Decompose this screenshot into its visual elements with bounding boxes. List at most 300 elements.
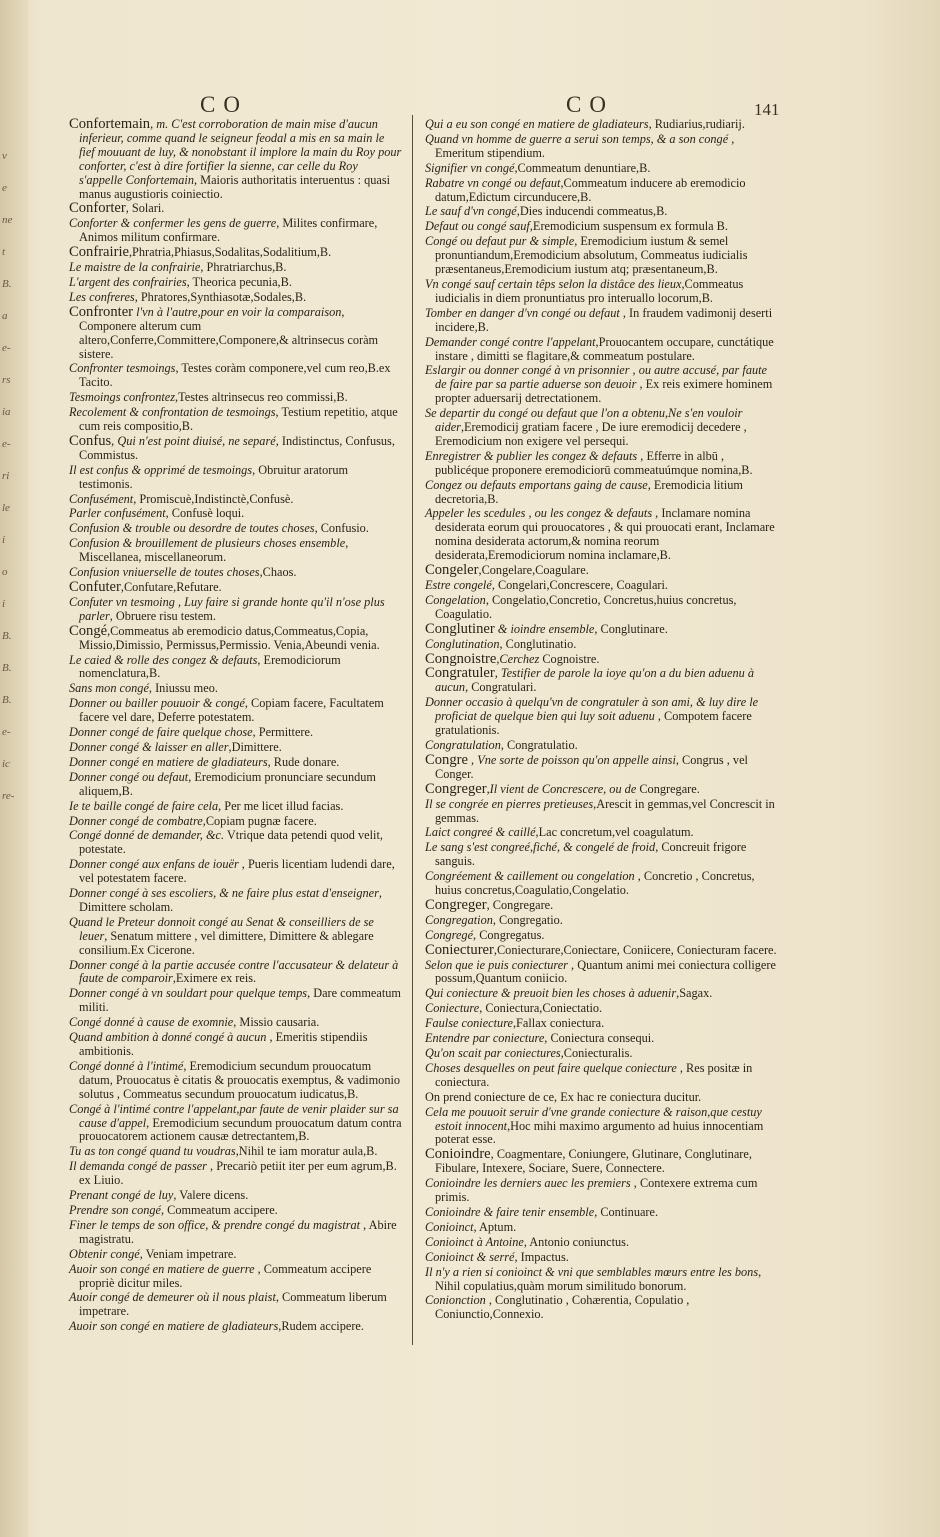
entry-latin: , Congregare. (486, 897, 554, 912)
entry-latin: ,Nihil te iam moratur aula,B. (235, 1144, 378, 1159)
entry-latin: ,Coniecturalis. (560, 1046, 633, 1060)
entry-latin: , Congelari,Concrescere, Coagulari. (491, 578, 669, 592)
entry-latin: , Solari. (125, 201, 165, 216)
entry-latin: , Confusio. (314, 521, 369, 536)
entry-french: Qui coniecture & preuoit bien les choses à aduenir (425, 986, 677, 1001)
dictionary-entry (69, 1320, 403, 1334)
entry-french: Conioindre les derniers auec les premiers (425, 1176, 631, 1191)
entry-latin: , Congratulari. (465, 680, 537, 695)
entry-latin: , Theorica pecunia,B. (186, 274, 292, 289)
entry-latin: , Rude donare. (267, 754, 340, 769)
entry-french: Congé donné à cause de exomnie (69, 1015, 234, 1030)
entry-latin: , Congrus , vel Conger. (435, 752, 748, 781)
bleed-mark: B. (2, 694, 12, 706)
dictionary-entry (425, 407, 777, 449)
entry-latin: ,Confutare,Refutare. (120, 580, 222, 594)
right-column (425, 118, 777, 1323)
dictionary-entry (69, 261, 403, 275)
entry-french: Conionction (425, 1293, 486, 1308)
entry-latin: , Commeatum accipere propriè dicitur miles. (79, 1261, 372, 1290)
entry-french: Confusion vniuerselle de toutes choses (69, 565, 260, 580)
dictionary-entry (69, 756, 403, 770)
entry-latin: , Miscellanea, miscellaneorum. (79, 536, 349, 565)
entry-french: Congé donné de demander, &c. (69, 828, 225, 843)
dictionary-entry (69, 566, 403, 580)
bleed-mark: a (2, 310, 8, 322)
bleed-mark: B. (2, 630, 12, 642)
entry-latin: , Emeritis stipendiis ambitionis. (79, 1030, 368, 1058)
entry-headword: Congreger (425, 896, 487, 913)
dictionary-entry (425, 594, 777, 622)
entry-headword: Confus (69, 432, 112, 449)
entry-french: ,Cerchez (496, 651, 540, 666)
entry-latin: , Efferre in albū , publicéque proponere eremodiciorū commeatuúmque nomina,B. (435, 448, 753, 477)
entry-latin: , Testes coràm componere,vel cum reo,B.ex Tacito. (79, 361, 391, 390)
dictionary-entry (69, 1189, 403, 1203)
dictionary-entry (425, 364, 777, 406)
dictionary-entry (425, 667, 777, 695)
entry-french: Enregistrer & publier les congez & defauts (425, 448, 638, 463)
entry-latin: , Aptum. (473, 1219, 517, 1234)
dictionary-entry (69, 581, 403, 595)
entry-french: Finer le temps de son office, & prendre congé du magistrat (69, 1217, 361, 1232)
dictionary-entry (425, 1017, 777, 1031)
entry-french: Le caied & rolle des congez & defauts (69, 652, 258, 667)
entry-french: Les confreres (69, 289, 135, 304)
dictionary-entry (425, 235, 777, 277)
entry-french: Congregé (425, 927, 474, 942)
dictionary-entry (425, 929, 777, 943)
entry-french: Donner congé ou defaut (69, 769, 189, 784)
dictionary-entry (425, 1032, 777, 1046)
entry-french: Donner congé à vn souldart pour quelque temps (69, 986, 308, 1001)
bleed-mark: e (2, 182, 7, 194)
dictionary-entry (69, 1145, 403, 1159)
dictionary-entry (425, 1047, 777, 1061)
dictionary-entry (425, 798, 777, 826)
entry-french: Obtenir congé (69, 1246, 140, 1261)
entry-headword: Congreger (425, 780, 487, 797)
dictionary-entry (69, 291, 403, 305)
entry-latin: ,Fallax coniectura. (512, 1016, 605, 1031)
entry-french: Tesmoings confrontez (69, 390, 176, 405)
entry-french: , m. C'est corroboration de main mise d'aucun inferieur, comme quand le seigneur feodal a mis en sa main le fief mouuant de luy, & nonobstant il implore la main du Roy pour conforter, c'est à dire fortifier la sienne, car celle du Roy s'appelle Confortemain, (79, 117, 402, 187)
entry-latin: , Concretio , Concretus, huius concretus,Coagulatio,Congelatio. (435, 869, 755, 898)
dictionary-entry (425, 177, 777, 205)
entry-french: Faulse coniecture (425, 1016, 513, 1031)
dictionary-entry (425, 336, 777, 364)
entry-latin: , Indistinctus, Confusus, Commistus. (79, 433, 395, 462)
entry-headword: Congnoistre (425, 650, 497, 667)
dictionary-entry (425, 1106, 777, 1148)
entry-latin: , Congelatio,Concretio, Concretus,huius concretus, Coagulatio. (435, 592, 737, 621)
entry-latin: , Missio causaria. (233, 1015, 320, 1030)
entry-latin: , Commeatum accipere. (160, 1202, 278, 1217)
entry-french: Congez ou defauts emportans gaing de cause (425, 477, 648, 492)
bleed-mark: B. (2, 278, 12, 290)
dictionary-entry (69, 800, 403, 814)
entry-latin: ,Commeatum denuntiare,B. (514, 160, 651, 175)
entry-headword: Congé (69, 622, 108, 639)
entry-french: Conioinct à Antoine (425, 1234, 524, 1249)
entry-french: Donner congé de faire quelque chose (69, 725, 253, 740)
entry-latin: , Promiscuè,Indistinctè,Confusè. (133, 491, 294, 506)
entry-french: Tu as ton congé quand tu voudras (69, 1144, 236, 1159)
dictionary-entry (425, 1221, 777, 1235)
dictionary-entry (425, 205, 777, 219)
dictionary-entry (69, 1031, 403, 1059)
entry-french: Laict congreé & caillé (425, 825, 536, 840)
column-rule (412, 115, 413, 1345)
entry-latin: , Impactus. (514, 1249, 569, 1264)
entry-latin: ,Sagax. (676, 986, 713, 1001)
entry-latin: ,Commeatus ab eremodicio datus,Commeatus,Copia, Missio,Dimissio, Permissus,Permissio. Venia,Abeundi venia. (79, 623, 380, 652)
entry-latin: ,Commeatum inducere ab eremodicio datum,Edictum circunducere,B. (435, 175, 746, 204)
entry-latin: Vtrique data petendi quod velit, potestate. (79, 828, 383, 857)
entry-french: Le sang s'est congreé,fiché, & congelé de froid (425, 840, 656, 855)
entry-latin: , Veniam impetrare. (139, 1246, 237, 1261)
entry-french: Quand vn homme de guerre a serui son temps, & a son congé (425, 131, 729, 146)
bleed-mark: rs (2, 374, 11, 386)
entry-headword: Congeler (425, 562, 479, 579)
entry-french: Donner congé en matiere de gladiateurs (69, 754, 268, 769)
entry-latin: On prend coniecture de ce, Ex hac re coniectura ducitur. (425, 1089, 702, 1104)
entry-latin: , Dare commeatum militi. (79, 986, 401, 1015)
entry-latin: ,Dimittere. (228, 739, 282, 754)
dictionary-entry (425, 650, 777, 667)
entry-french: Qui a eu son congé en matiere de gladiateurs (425, 117, 649, 131)
entry-french: Conforter & confermer les gens de guerre (69, 216, 277, 231)
entry-latin: ,Dies inducendi commeatus,B. (516, 204, 668, 219)
entry-latin: , Coniectura consequi. (544, 1031, 655, 1046)
dictionary-entry (425, 133, 777, 161)
bleed-mark: re- (2, 790, 15, 802)
dictionary-entry (425, 870, 777, 898)
dictionary-entry (69, 654, 403, 682)
dictionary-entry (69, 217, 403, 245)
entry-latin: ,Copiam pugnæ facere. (202, 813, 317, 828)
entry-french: Conioinct (425, 1219, 474, 1234)
bleed-mark: e- (2, 342, 11, 354)
dictionary-entry (425, 1091, 777, 1105)
entry-latin: , Precariò petiit iter per eum agrum,B. ex Liuio. (79, 1159, 397, 1188)
entry-french: Vn congé sauf certain têps selon la distâce des lieux (425, 276, 682, 291)
entry-latin: , Emeritum stipendium. (435, 131, 735, 160)
entry-latin: , Inclamare nomina desiderata eorum qui prouocatores , & qui prouocati erant, Inclamare nomina desiderata actorum,& nomina reorum desiderata,Eremodiciorum nomina inclamare,B. (435, 506, 775, 563)
entry-headword: Conforter (69, 200, 126, 217)
entry-french: Congratulation (425, 737, 501, 752)
dictionary-entry (425, 579, 777, 593)
dictionary-entry (425, 896, 777, 913)
entry-latin: , Congregatus. (473, 927, 545, 942)
entry-french: Choses desquelles on peut faire quelque coniecture (425, 1060, 677, 1075)
entry-headword: Confuter (69, 579, 121, 595)
entry-latin: , Coniectura,Coniectatio. (479, 1001, 603, 1016)
entry-headword: Confronter (69, 303, 134, 320)
bleed-mark: i (2, 534, 6, 546)
dictionary-entry (425, 780, 777, 797)
entry-french: Donner occasio à quelqu'vn de congratuler à son ami, & luy dire le proficiat de quelque bien qui luy soit aduenu (425, 695, 759, 724)
entry-french: L'argent des confrairies (69, 274, 187, 289)
dictionary-entry (425, 1062, 777, 1090)
dictionary-entry (69, 987, 403, 1015)
entry-french: Congé à l'intimé contre l'appelant,par faute de venir plaider sur sa cause d'appel (69, 1101, 399, 1130)
entry-latin: ,Congelare,Coagulare. (478, 563, 589, 578)
entry-french: ,Il vient de Concrescere, ou de (486, 781, 637, 796)
dictionary-entry (69, 959, 403, 987)
entry-latin: , Eremodiciorum nomenclatura,B. (79, 652, 341, 681)
entry-latin: , Confusè loqui. (165, 506, 245, 521)
dictionary-entry (69, 1160, 403, 1188)
bleed-mark: ne (2, 214, 13, 226)
entry-french: Donner ou bailler pouuoir & congé (69, 696, 245, 711)
entry-french: , Qui n'est point diuisé, ne separé (111, 433, 276, 448)
dictionary-entry (425, 479, 777, 507)
dictionary-entry (69, 507, 403, 521)
entry-french: Donner congé à ses escoliers, & ne faire plus estat d'enseigner (69, 886, 379, 901)
dictionary-entry (69, 741, 403, 755)
entry-latin: , Per me licet illud facias. (218, 798, 344, 813)
dictionary-entry (425, 826, 777, 840)
entry-french: , Vne sorte de poisson qu'on appelle ainsi (467, 752, 676, 767)
entry-latin: ,Phratria,Phiasus,Sodalitas,Sodalitium,B. (128, 245, 332, 260)
entry-latin: , Eremodicium secundum prouocatum datum contra prouocatorem actionem causæ detrectantem,B. (79, 1115, 402, 1144)
entry-latin: , Abire magistratu. (79, 1217, 397, 1246)
entry-latin: ,Testes altrinsecus reo commissi,B. (175, 390, 348, 405)
dictionary-entry (425, 1236, 777, 1250)
entry-french: Quand le Preteur donnoit congé au Senat & conseilliers de se leuer (69, 914, 374, 943)
dictionary-entry (69, 916, 403, 958)
dictionary-entry (69, 522, 403, 536)
entry-french: Conioinct & serré (425, 1249, 515, 1264)
dictionary-entry (69, 858, 403, 886)
page-number: 141 (754, 100, 780, 119)
entry-latin: Maioris authoritatis interuentus : quasi manus augustioris coiniectio. (79, 172, 391, 201)
entry-french: Congregation (425, 912, 493, 927)
entry-latin: ,Commeatus iudicialis in diem pronuntiatus pro interuallo locorum,B. (435, 276, 744, 305)
entry-latin: , Quantum animi mei coniectura colligere possum,Quantum coniicio. (435, 957, 776, 986)
entry-latin: ,Eremodicium suspensum ex formula B. (529, 219, 728, 234)
entry-latin: , In fraudem vadimonij deserti incidere,B. (435, 305, 773, 334)
entry-latin: , Phratriarchus,B. (200, 260, 287, 275)
entry-french: Qu'on scait par coniectures (425, 1046, 561, 1060)
dictionary-entry (69, 1263, 403, 1291)
dictionary-entry (425, 1148, 777, 1176)
entry-latin: , Componere alterum cum altero,Conferre,Committere,Componere,& altrinsecus coràm sistere. (79, 304, 379, 361)
entry-headword: Confrairie (69, 244, 129, 261)
dictionary-entry (425, 162, 777, 176)
entry-french: Confusion & trouble ou desordre de toutes choses (69, 521, 315, 536)
bleed-mark: e- (2, 438, 11, 450)
entry-latin: , Concreuit frigore sanguis. (435, 840, 747, 869)
bleed-mark: le (2, 502, 10, 514)
bleed-mark: ic (2, 758, 10, 770)
entry-french: Il demanda congé de passer (69, 1159, 207, 1174)
entry-french: Prendre son congé (69, 1202, 161, 1217)
entry-french: Donner congé de combatre (69, 813, 203, 828)
entry-latin: , Milites confirmare, Animos militum confirmare. (79, 216, 378, 245)
entry-latin: Congregare. (636, 781, 700, 796)
entry-latin: , Phratores,Synthiasotæ,Sodales,B. (134, 289, 307, 304)
entry-french: Confusion & brouillement de plusieurs choses ensemble (69, 536, 346, 551)
entry-french: Congé donné à l'intimé (69, 1058, 184, 1073)
entry-latin: , Congratulatio. (500, 737, 578, 752)
dictionary-entry (425, 564, 777, 578)
dictionary-entry (425, 914, 777, 928)
entry-latin: , Permittere. (252, 725, 314, 740)
entry-french: Estre congelé (425, 578, 492, 592)
entry-french: Recolement & confrontation de tesmoings (69, 405, 276, 420)
dictionary-entry (69, 464, 403, 492)
entry-headword: Congratuler (425, 665, 495, 682)
dictionary-entry (69, 682, 403, 696)
entry-french: Le sauf d'vn congé (425, 204, 517, 219)
dictionary-entry (69, 1060, 403, 1102)
entry-latin: , Conglutinare. (594, 621, 668, 636)
bleed-mark: e- (2, 726, 11, 738)
entry-latin: , Eremodicium secundum prouocatum datum, Prouocatus è citatis & prouocatis exemptus, & vadimonio solutus , Commeatus secundum prouocatum iudicatus,B. (79, 1058, 401, 1101)
entry-latin: , Copiam facere, Facultatem facere vel dare, Deferre potestatem. (79, 696, 384, 725)
dictionary-entry (425, 638, 777, 652)
bleed-mark: i (2, 598, 6, 610)
entry-latin: , Senatum mittere , vel dimittere, Dimittere & ablegare consilium.Ex Cicerone. (79, 928, 374, 957)
dictionary-entry (425, 620, 777, 637)
dictionary-entry (69, 815, 403, 829)
entry-french: Signifier vn congé (425, 160, 515, 175)
entry-french: Donner congé & laisser en aller (69, 739, 229, 754)
entry-latin: , Eremodicia litium decretoria,B. (435, 477, 743, 506)
dictionary-entry (69, 726, 403, 740)
dictionary-entry (69, 596, 403, 624)
bleed-mark: B. (2, 662, 12, 674)
entry-french: Quand ambition à donné congé à aucun (69, 1030, 267, 1045)
bleed-mark: t (2, 246, 6, 258)
dictionary-entry (69, 771, 403, 799)
bleed-mark: v (2, 150, 7, 162)
dictionary-entry (425, 1206, 777, 1220)
dictionary-entry (425, 118, 777, 132)
entry-latin: , Ex reis eximere hominem propter aduersarij detrectationem. (435, 377, 773, 406)
entry-latin: , Nihil copulatius,quàm morum similitudo bonorum. (435, 1264, 762, 1293)
dictionary-entry (425, 507, 777, 563)
entry-french: Le maistre de la confrairie (69, 260, 201, 275)
dictionary-entry (425, 1002, 777, 1016)
entry-french: Conglutination (425, 636, 500, 651)
dictionary-entry (69, 432, 403, 463)
dictionary-entry (69, 1219, 403, 1247)
entry-latin: , Coagmentare, Coniungere, Glutinare, Conglutinare, Fibulare, Intexere, Sociare, Suere, Connectere. (435, 1147, 752, 1176)
dictionary-entry (425, 941, 777, 958)
dictionary-entry (425, 1294, 777, 1322)
dictionary-entry (425, 307, 777, 335)
dictionary-entry (425, 696, 777, 738)
entry-latin: , Pueris licentiam ludendi dare, vel potestatem facere. (79, 857, 395, 886)
dictionary-entry (69, 246, 403, 260)
entry-latin: , Continuare. (594, 1204, 659, 1219)
entry-french: Confronter tesmoings (69, 361, 176, 376)
dictionary-entry (425, 278, 777, 306)
dictionary-entry (69, 1248, 403, 1262)
dictionary-entry (69, 118, 403, 201)
entry-french: Donner congé à la partie accusée contre l'accusateur & delateur à faute de comparoir (69, 957, 399, 986)
entry-headword: Coniecturer (425, 941, 494, 958)
entry-latin: , Eremodicium iustum & semel pronuntiandum,Eremodicium absolutum, Commeatus iudicialis præsentaneus,Eremodicium iustum atq; præsentaneum,B. (435, 234, 748, 277)
dictionary-entry (69, 391, 403, 405)
entry-french: Entendre par coniecture (425, 1031, 545, 1046)
entry-french: Conioindre & faire tenir ensemble (425, 1204, 595, 1219)
running-head-right: CO (566, 92, 614, 117)
entry-french: Auoir son congé en matiere de gladiateurs (69, 1319, 279, 1334)
dictionary-entry (69, 493, 403, 507)
left-column (69, 118, 403, 1335)
entry-latin: ,Arescit in gemmas,vel Concrescit in gemmas. (435, 796, 775, 825)
entry-french: Confuter vn tesmoing , Luy faire si grande honte qu'il n'ose plus parler (69, 594, 385, 623)
dictionary-entry (425, 987, 777, 1001)
entry-french: Il est confus & opprimé de tesmoings (69, 462, 253, 477)
entry-french: Donner congé aux enfans de iouër (69, 857, 239, 872)
entry-latin: , Eremodicium pronunciare secundum aliquem,B. (79, 769, 376, 798)
entry-headword: Conglutiner (425, 620, 495, 637)
entry-latin: , Commeatum liberum impetrare. (79, 1290, 387, 1319)
dictionary-entry (69, 1016, 403, 1030)
dictionary-entry (425, 1266, 777, 1294)
entry-french: Eslargir ou donner congé à vn prisonnier , ou autre accusé, par faute de faire par sa partie aduerse son deuoir (425, 363, 767, 392)
entry-french: l'vn à l'autre,pour en voir la comparaison (133, 304, 342, 319)
dictionary-entry (69, 406, 403, 434)
dictionary-entry (69, 276, 403, 290)
dictionary-entry (425, 450, 777, 478)
entry-latin: , Rudiarius,rudiarij. (648, 117, 745, 131)
entry-latin: , Obruitur aratorum testimonis. (79, 462, 349, 491)
dictionary-entry (425, 1177, 777, 1205)
entry-latin: , Iniussu meo. (148, 681, 218, 696)
entry-latin: ,Eremodicij gratiam facere , De iure eremodicij decedere , Eremodicium non exigere vel persequi. (435, 420, 747, 448)
entry-latin: , Conglutinatio. (499, 636, 577, 651)
entry-french: Rabatre vn congé ou defaut (425, 175, 561, 190)
dictionary-entry (69, 1291, 403, 1319)
dictionary-entry (69, 362, 403, 390)
entry-french: Selon que ie puis coniecturer (425, 957, 568, 972)
entry-french: & ioindre ensemble (494, 621, 595, 636)
entry-latin: , Obruere risu testem. (109, 608, 216, 623)
entry-french: Appeler les scedules , ou les congez & defauts (425, 506, 653, 521)
entry-french: Tomber en danger d'vn congé ou defaut (425, 305, 620, 320)
entry-latin: ,Chaos. (259, 565, 297, 580)
entry-french: Confusément (69, 491, 134, 506)
entry-latin: , Antonio coniunctus. (523, 1234, 630, 1249)
entry-latin: , Dimittere scholam. (79, 886, 382, 914)
dictionary-entry (69, 537, 403, 565)
bleed-mark: o (2, 566, 8, 578)
entry-french: Congé ou defaut pur & simple (425, 234, 575, 249)
entry-latin: , Testium repetitio, atque cum reis compositio,B. (79, 405, 398, 434)
dictionary-entry (69, 1103, 403, 1145)
entry-latin: , Valere dicens. (173, 1188, 249, 1203)
entry-french: Se departir du congé ou defaut que l'on a obtenu,Ne s'en vouloir aider (425, 406, 743, 435)
entry-headword: Conioindre (425, 1146, 491, 1163)
entry-latin: , Conglutinatio , Cohærentia, Copulatio , Coniunctio,Connexio. (435, 1293, 690, 1322)
entry-french: Parler confusément (69, 506, 166, 521)
entry-french: Auoir son congé en matiere de guerre (69, 1261, 255, 1276)
entry-french: Cela me pouuoit seruir d'vne grande coniecture & raison,que cestuy estoit innocent (425, 1104, 762, 1133)
dictionary-entry (69, 697, 403, 725)
bleed-mark: ia (2, 406, 11, 418)
dictionary-entry (425, 751, 777, 782)
entry-french: Auoir congé de demeurer où il nous plaist (69, 1290, 276, 1305)
entry-french: Il n'y a rien si conioinct & vni que semblables mœurs entre les bons (425, 1264, 759, 1279)
entry-latin: Cognoistre. (539, 651, 600, 666)
entry-latin: ,Eximere ex reis. (172, 971, 257, 986)
